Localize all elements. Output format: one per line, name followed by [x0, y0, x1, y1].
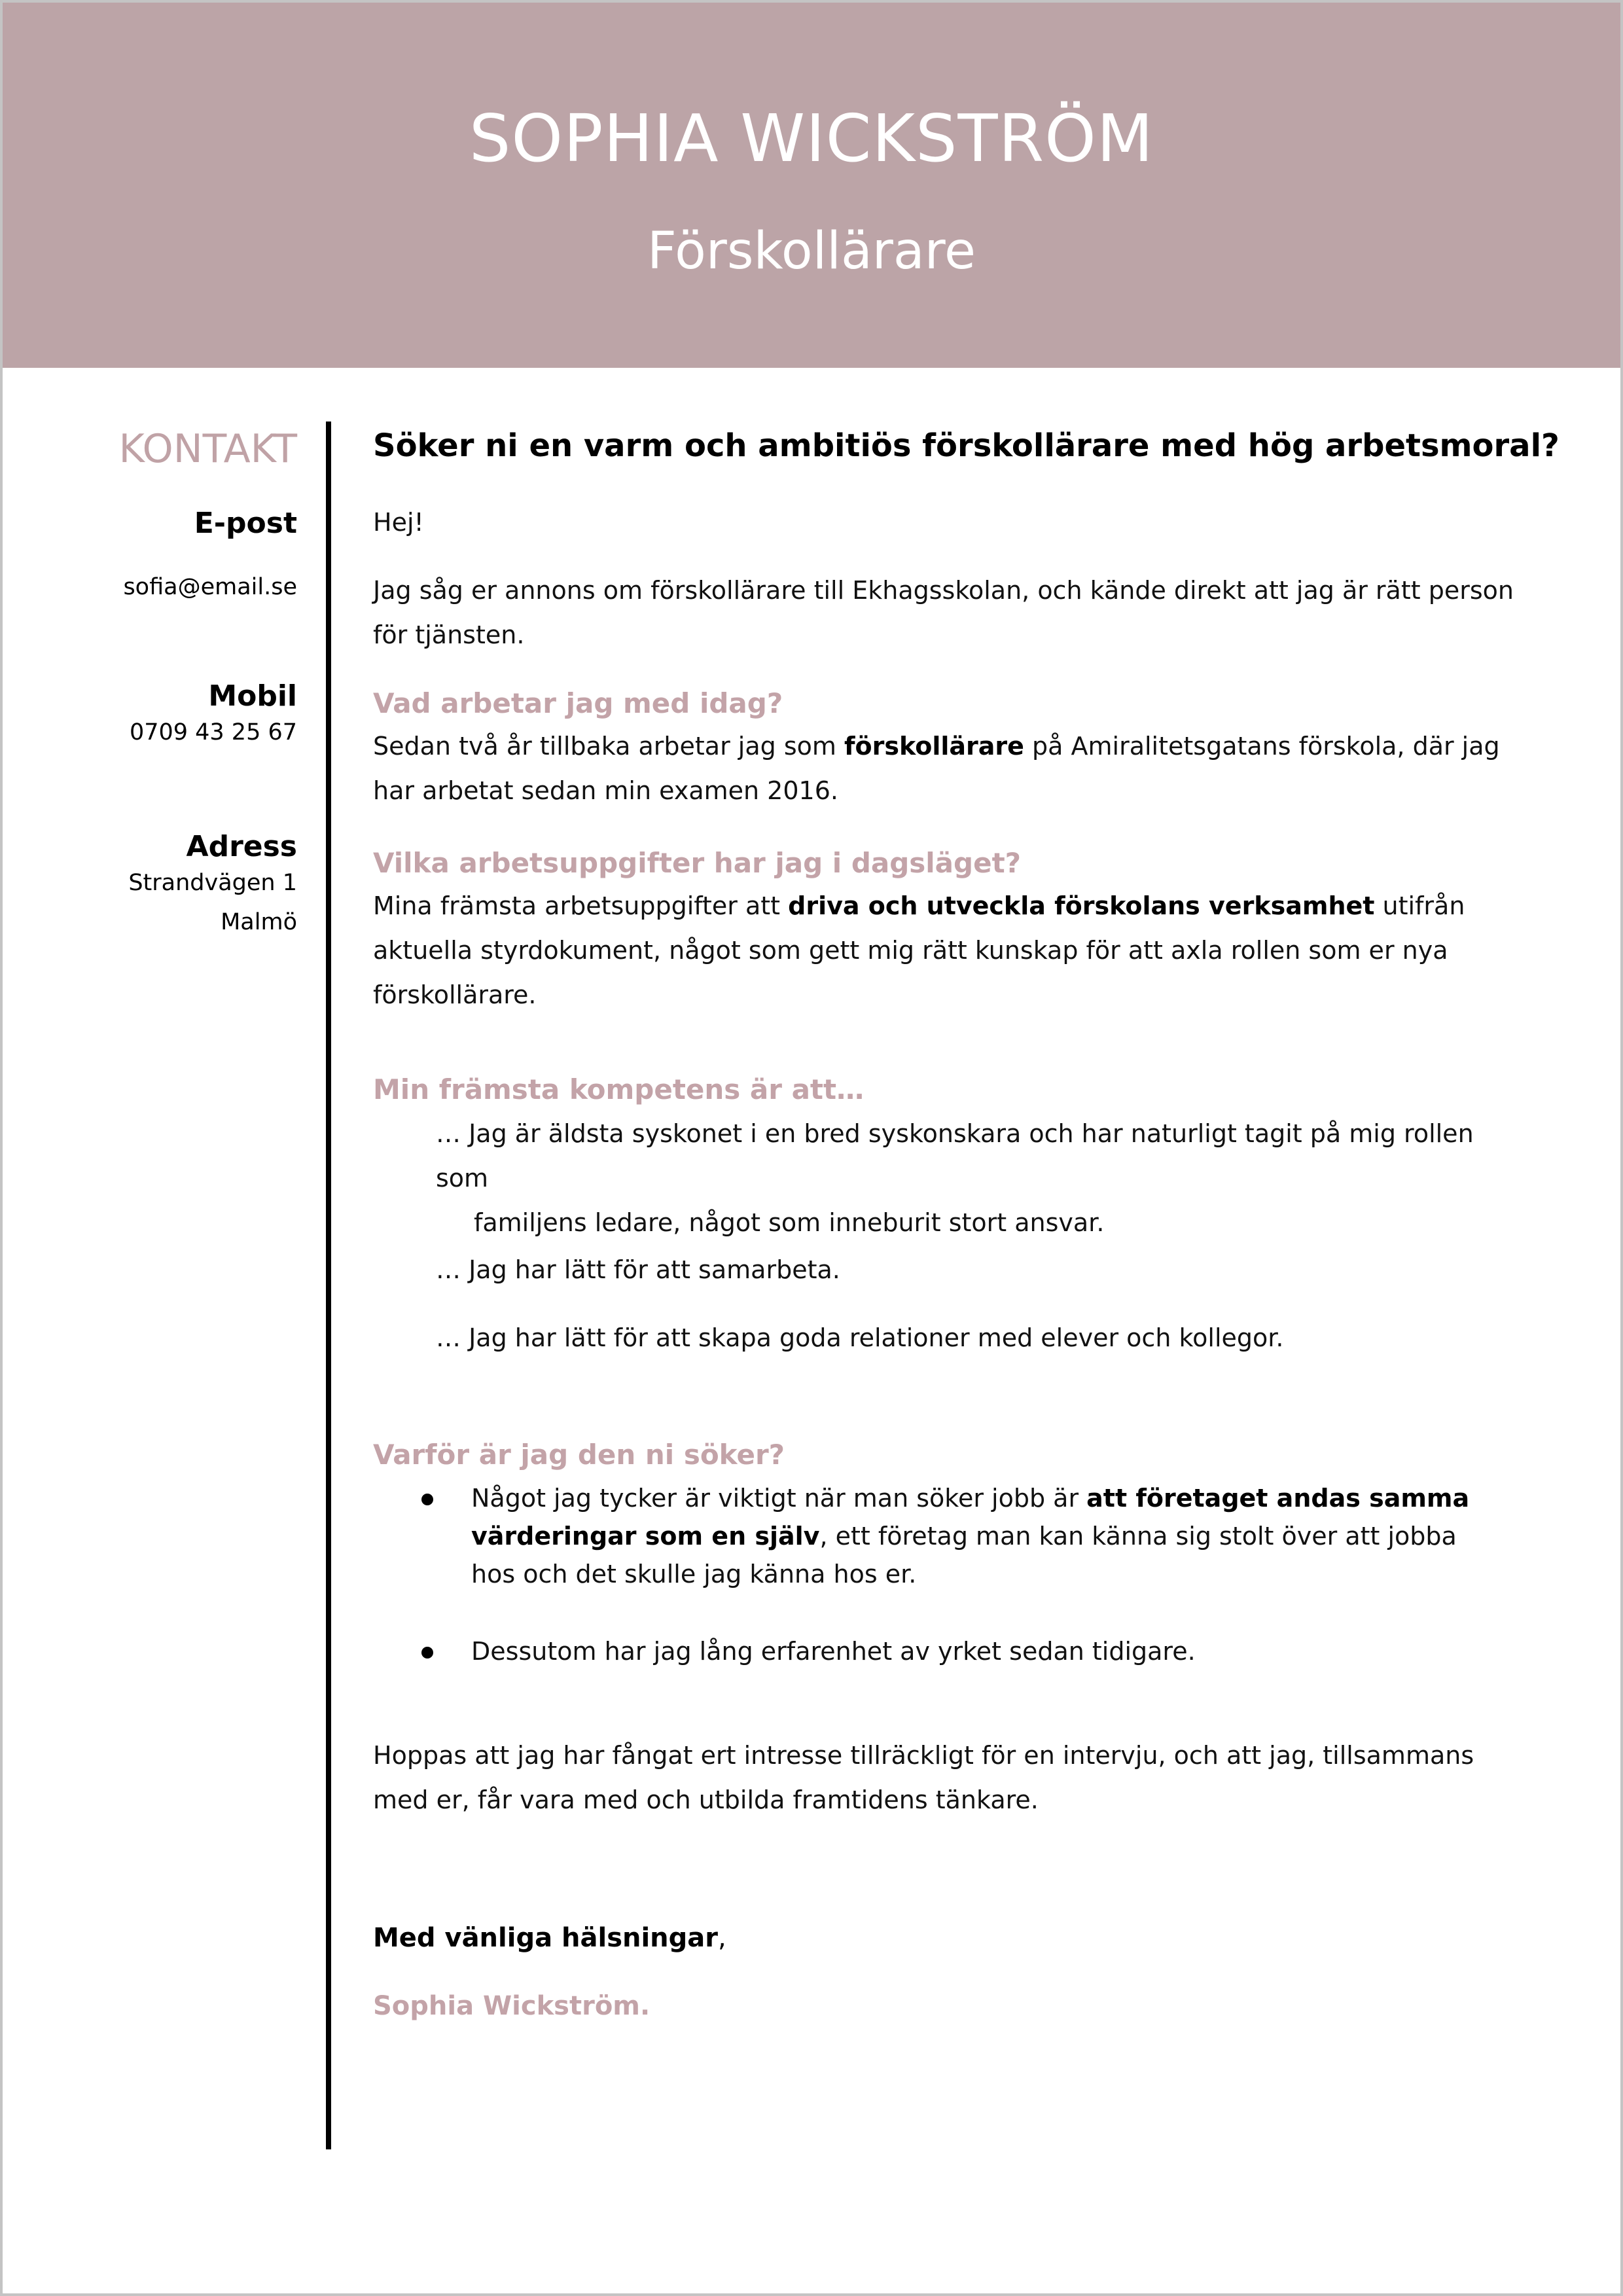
current-work-paragraph: Sedan två år tillbaka arbetar jag som förskollärare på Amiralitetsgatans förskola, där jag har arbetat sedan min examen 2016.	[373, 732, 1500, 805]
competence-1-line-2: familjens ledare, något som inneburit stort ansvar.	[474, 1208, 1105, 1237]
bullet-text: Något jag tycker är viktigt när man söker jobb är att företaget andas samma värderingar som en själv, ett företag man kan känna sig stolt över att jobba hos och det skulle jag känna hos er.	[471, 1484, 1470, 1588]
phone-value: 0709 43 25 67	[129, 719, 297, 745]
vertical-divider	[326, 422, 331, 2149]
bullet-icon	[421, 1647, 433, 1659]
closing-phrase: Med vänliga hälsningar,	[373, 1923, 726, 1953]
email-value: sofia@email.se	[123, 574, 297, 600]
header-banner	[3, 3, 1620, 368]
competence-item: … Jag har lätt för att skapa goda relationer med elever och kollegor.	[436, 1323, 1284, 1352]
bullet-text: Dessutom har jag lång erfarenhet av yrket sedan tidigare.	[471, 1637, 1196, 1666]
outro-paragraph: Hoppas att jag har fångat ert intresse tillräckligt för en intervju, och att jag, tillsammans med er, får vara med och utbilda framtidens tänkare.	[373, 1741, 1474, 1814]
intro-paragraph: Jag såg er annons om förskollärare till Ekhagsskolan, och kände direkt att jag är rätt person för tjänsten.	[373, 576, 1514, 649]
applicant-role: Förskollärare	[647, 222, 976, 281]
section-heading-competence: Min främsta kompetens är att…	[373, 1073, 865, 1105]
competence-item	[436, 1111, 1531, 1245]
section-heading-current-work: Vad arbetar jag med idag?	[373, 687, 783, 719]
email-label: E-post	[194, 507, 297, 540]
tasks-paragraph: Mina främsta arbetsuppgifter att driva och utveckla förskolans verksamhet utifrån aktuella styrdokument, något som gett mig rätt kunskap för att axla rollen som er nya förskollärare.	[373, 891, 1465, 1009]
address-line-2: Malmö	[221, 909, 297, 935]
bullet-icon	[421, 1494, 433, 1505]
signature: Sophia Wickström.	[373, 1991, 651, 2021]
competence-item: … Jag har lätt för att samarbeta.	[436, 1255, 840, 1284]
section-heading-why-me: Varför är jag den ni söker?	[373, 1439, 785, 1471]
address-label: Adress	[186, 830, 297, 863]
competence-1-line-1: … Jag är äldsta syskonet i en bred syskonskara och har naturligt tagit på mig rollen som	[436, 1119, 1474, 1193]
phone-label: Mobil	[208, 679, 297, 713]
greeting: Hej!	[373, 508, 424, 537]
address-line-1: Strandvägen 1	[128, 870, 297, 896]
section-heading-tasks: Vilka arbetsuppgifter har jag i dagsläget?	[373, 847, 1022, 879]
applicant-name: SOPHIA WICKSTRÖM	[469, 100, 1154, 177]
contact-heading: KONTAKT	[118, 426, 297, 472]
letter-headline: Söker ni en varm och ambitiös förskollärare med hög arbetsmoral?	[373, 427, 1560, 464]
